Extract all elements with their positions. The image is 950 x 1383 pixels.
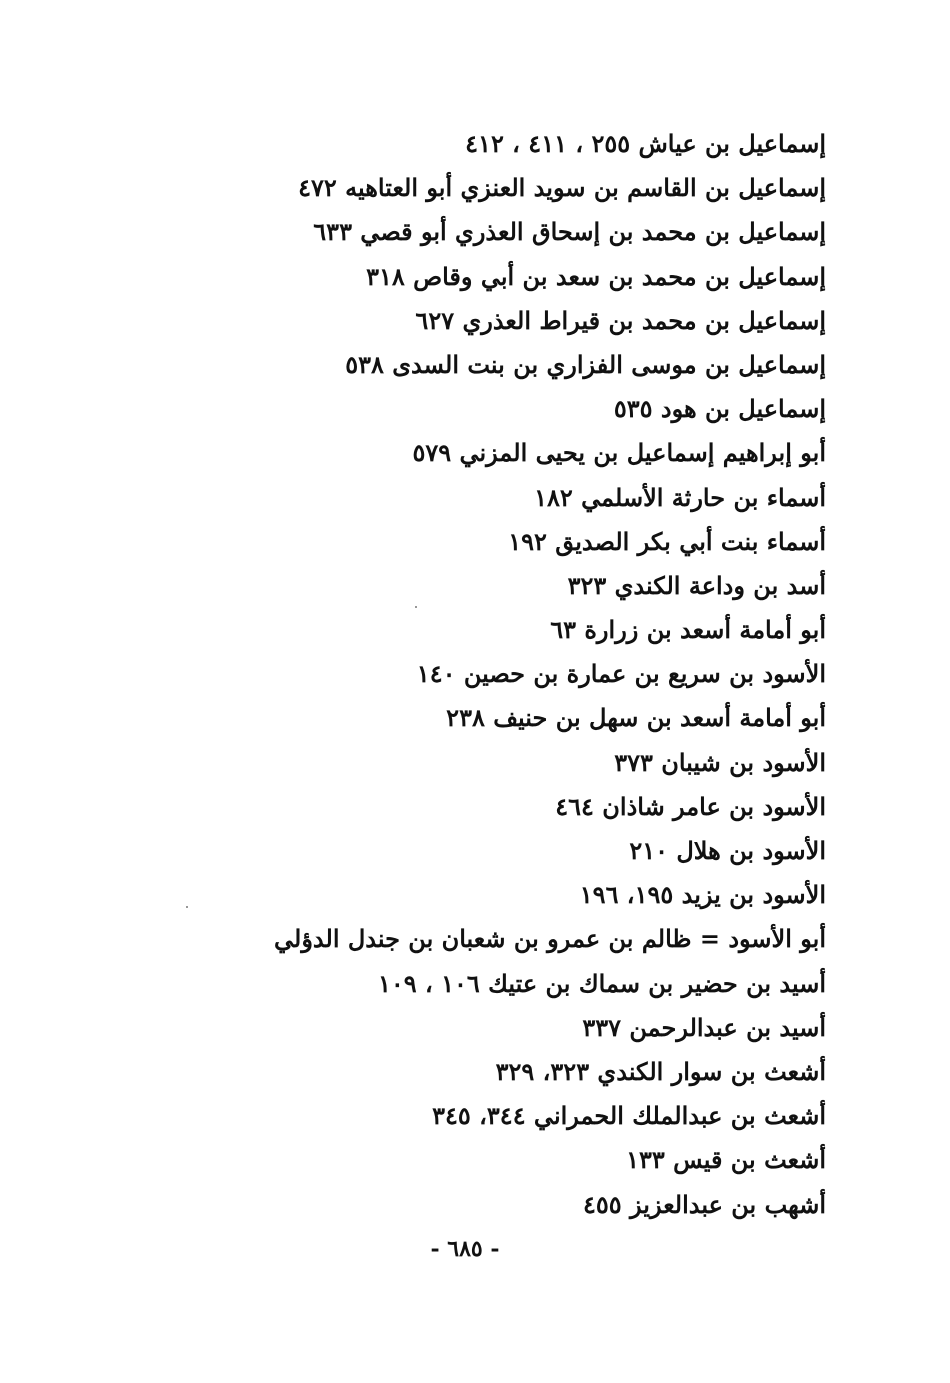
index-entry: الأسود بن شيبان ٣٧٣ [614,747,826,777]
index-entry: الأسود بن سريع بن عمارة بن حصين ١٤٠ [416,659,826,689]
index-entry: أسد بن وداعة الكندي ٣٢٣ [567,570,826,600]
index-entry: الأسود بن هلال ٢١٠ [629,836,826,865]
index-entry: أسيد بن حضير بن سماك بن عتيك ١٠٦ ، ١٠٩ [377,968,826,998]
index-entry: أبو أمامة أسعد بن سهل بن حنيف ٢٣٨ [446,703,826,733]
scan-speck [186,906,188,908]
index-entry: إسماعيل بن محمد بن قيراط العذري ٦٢٧ [415,305,826,335]
index-entry: إسماعيل بن عياش ٢٥٥ ، ٤١١ ، ٤١٢ [465,129,826,158]
index-entry: أشعث بن عبدالملك الحمراني ٣٤٤، ٣٤٥ [432,1101,826,1131]
index-entry: أسماء بن حارثة الأسلمي ١٨٢ [534,482,826,512]
index-entry: إسماعيل بن محمد بن إسحاق العذري أبو قصي ٦٣٣ [313,217,826,247]
index-entry: أشعث بن قيس ١٣٣ [626,1145,826,1175]
index-entry: أبو أمامة أسعد بن زرارة ٦٣ [550,615,826,645]
index-entry: أشعث بن سوار الكندي ٣٢٣، ٣٢٩ [495,1056,826,1086]
scan-speck [415,606,417,608]
index-entry: إسماعيل بن هود ٥٣٥ [613,394,826,424]
index-entry: إسماعيل بن محمد بن سعد بن أبي وقاص ٣١٨ [366,261,826,291]
index-entry: أسماء بنت أبي بكر الصديق ١٩٢ [508,526,826,556]
index-entry: الأسود بن يزيد ١٩٥، ١٩٦ [579,880,826,910]
index-entry: إسماعيل بن القاسم بن سويد العنزي أبو العتاهيه ٤٧٢ [298,173,826,203]
index-entry: أبو الأسود = ظالم بن عمرو بن شعبان بن جندل الدؤلي [274,924,826,954]
index-entry: أبو إبراهيم إسماعيل بن يحيى المزني ٥٧٩ [412,438,826,468]
index-entry: أشهب بن عبدالعزيز ٤٥٥ [583,1189,826,1219]
index-entry: الأسود بن عامر شاذان ٤٦٤ [555,791,826,821]
index-entry: إسماعيل بن موسى الفزاري بن بنت السدى ٥٣٨ [345,349,826,379]
index-entry-list [266,122,826,1227]
index-entry: أسيد بن عبدالرحمن ٣٣٧ [582,1012,826,1042]
page-number: - ٦٨٥ - [430,1236,500,1262]
